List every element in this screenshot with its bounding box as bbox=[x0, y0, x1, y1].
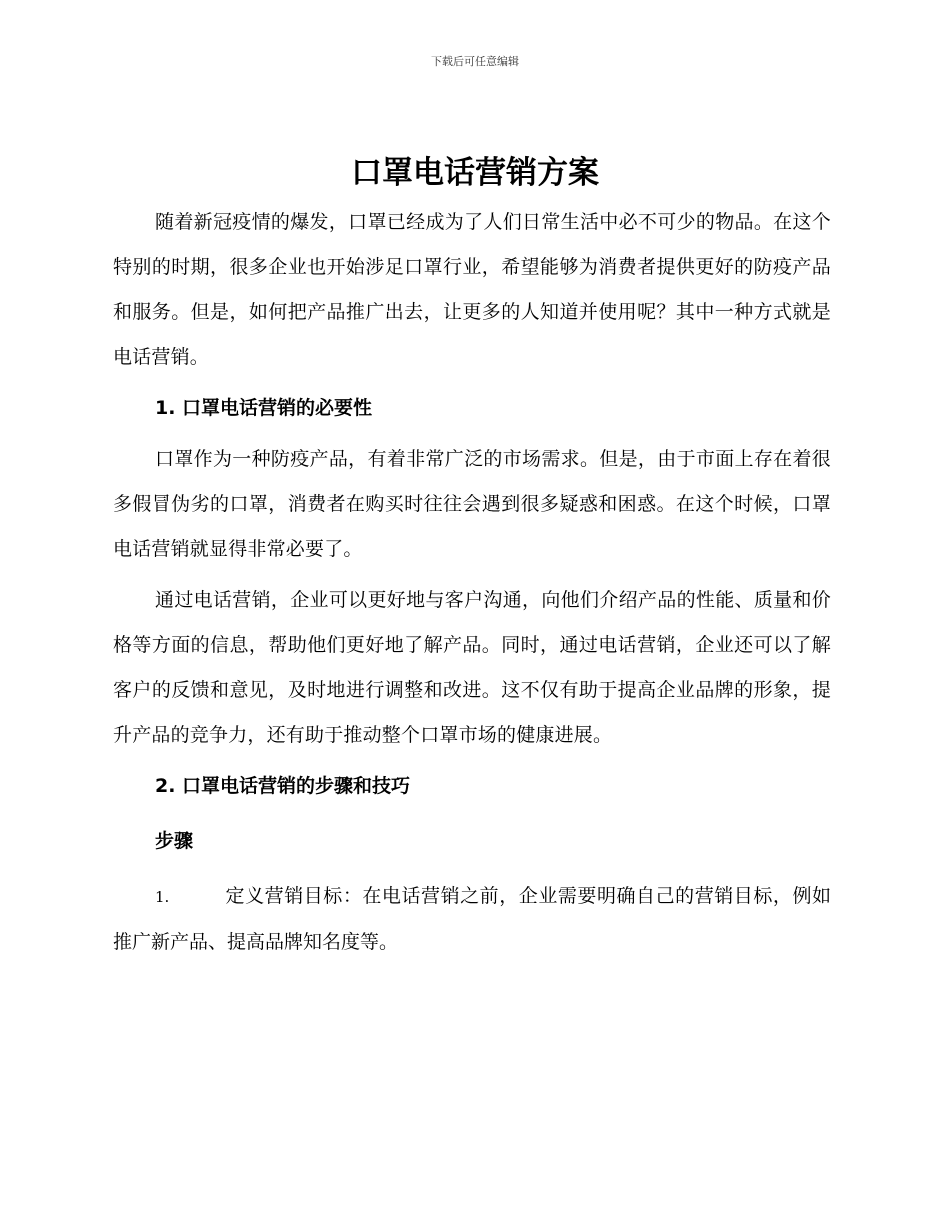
step-number: 1. bbox=[155, 888, 170, 906]
section-1-paragraph-2: 通过电话营销，企业可以更好地与客户沟通，向他们介绍产品的性能、质量和价格等方面的信息，帮助他们更好地了解产品。同时，通过电话营销，企业还可以了解客户的反馈和意见，及时地进行调整和改进。这不仅有助于提高企业品牌的形象，提升产品的竞争力，还有助于推动整个口罩市场的健康进展。 bbox=[113, 589, 831, 746]
section-1-paragraph-1: 口罩作为一种防疫产品，有着非常广泛的市场需求。但是，由于市面上存在着很多假冒伪劣的口罩，消费者在购买时往往会遇到很多疑惑和困惑。在这个时候，口罩电话营销就显得非常必要了。 bbox=[113, 448, 831, 560]
section-1-heading: 1. 口罩电话营销的必要性 bbox=[155, 397, 373, 419]
section-2-heading: 2. 口罩电话营销的步骤和技巧 bbox=[155, 775, 411, 797]
page-header-note: 下载后可任意编辑 bbox=[431, 55, 519, 68]
document-title: 口罩电话营销方案 bbox=[351, 155, 599, 191]
intro-paragraph: 随着新冠疫情的爆发，口罩已经成为了人们日常生活中必不可少的物品。在这个特别的时期，很多企业也开始涉足口罩行业，希望能够为消费者提供更好的防疫产品和服务。但是，如何把产品推广出去，让更多的人知道并使用呢？其中一种方式就是电话营销。 bbox=[113, 211, 831, 368]
steps-subheading: 步骤 bbox=[155, 830, 194, 852]
spacer bbox=[113, 864, 831, 874]
step-item bbox=[113, 874, 831, 965]
step-text: 定义营销目标：在电话营销之前，企业需要明确自己的营销目标，例如推广新产品、提高品牌知名度等。 bbox=[113, 885, 831, 953]
document-body bbox=[113, 200, 831, 965]
spacer bbox=[113, 809, 831, 819]
